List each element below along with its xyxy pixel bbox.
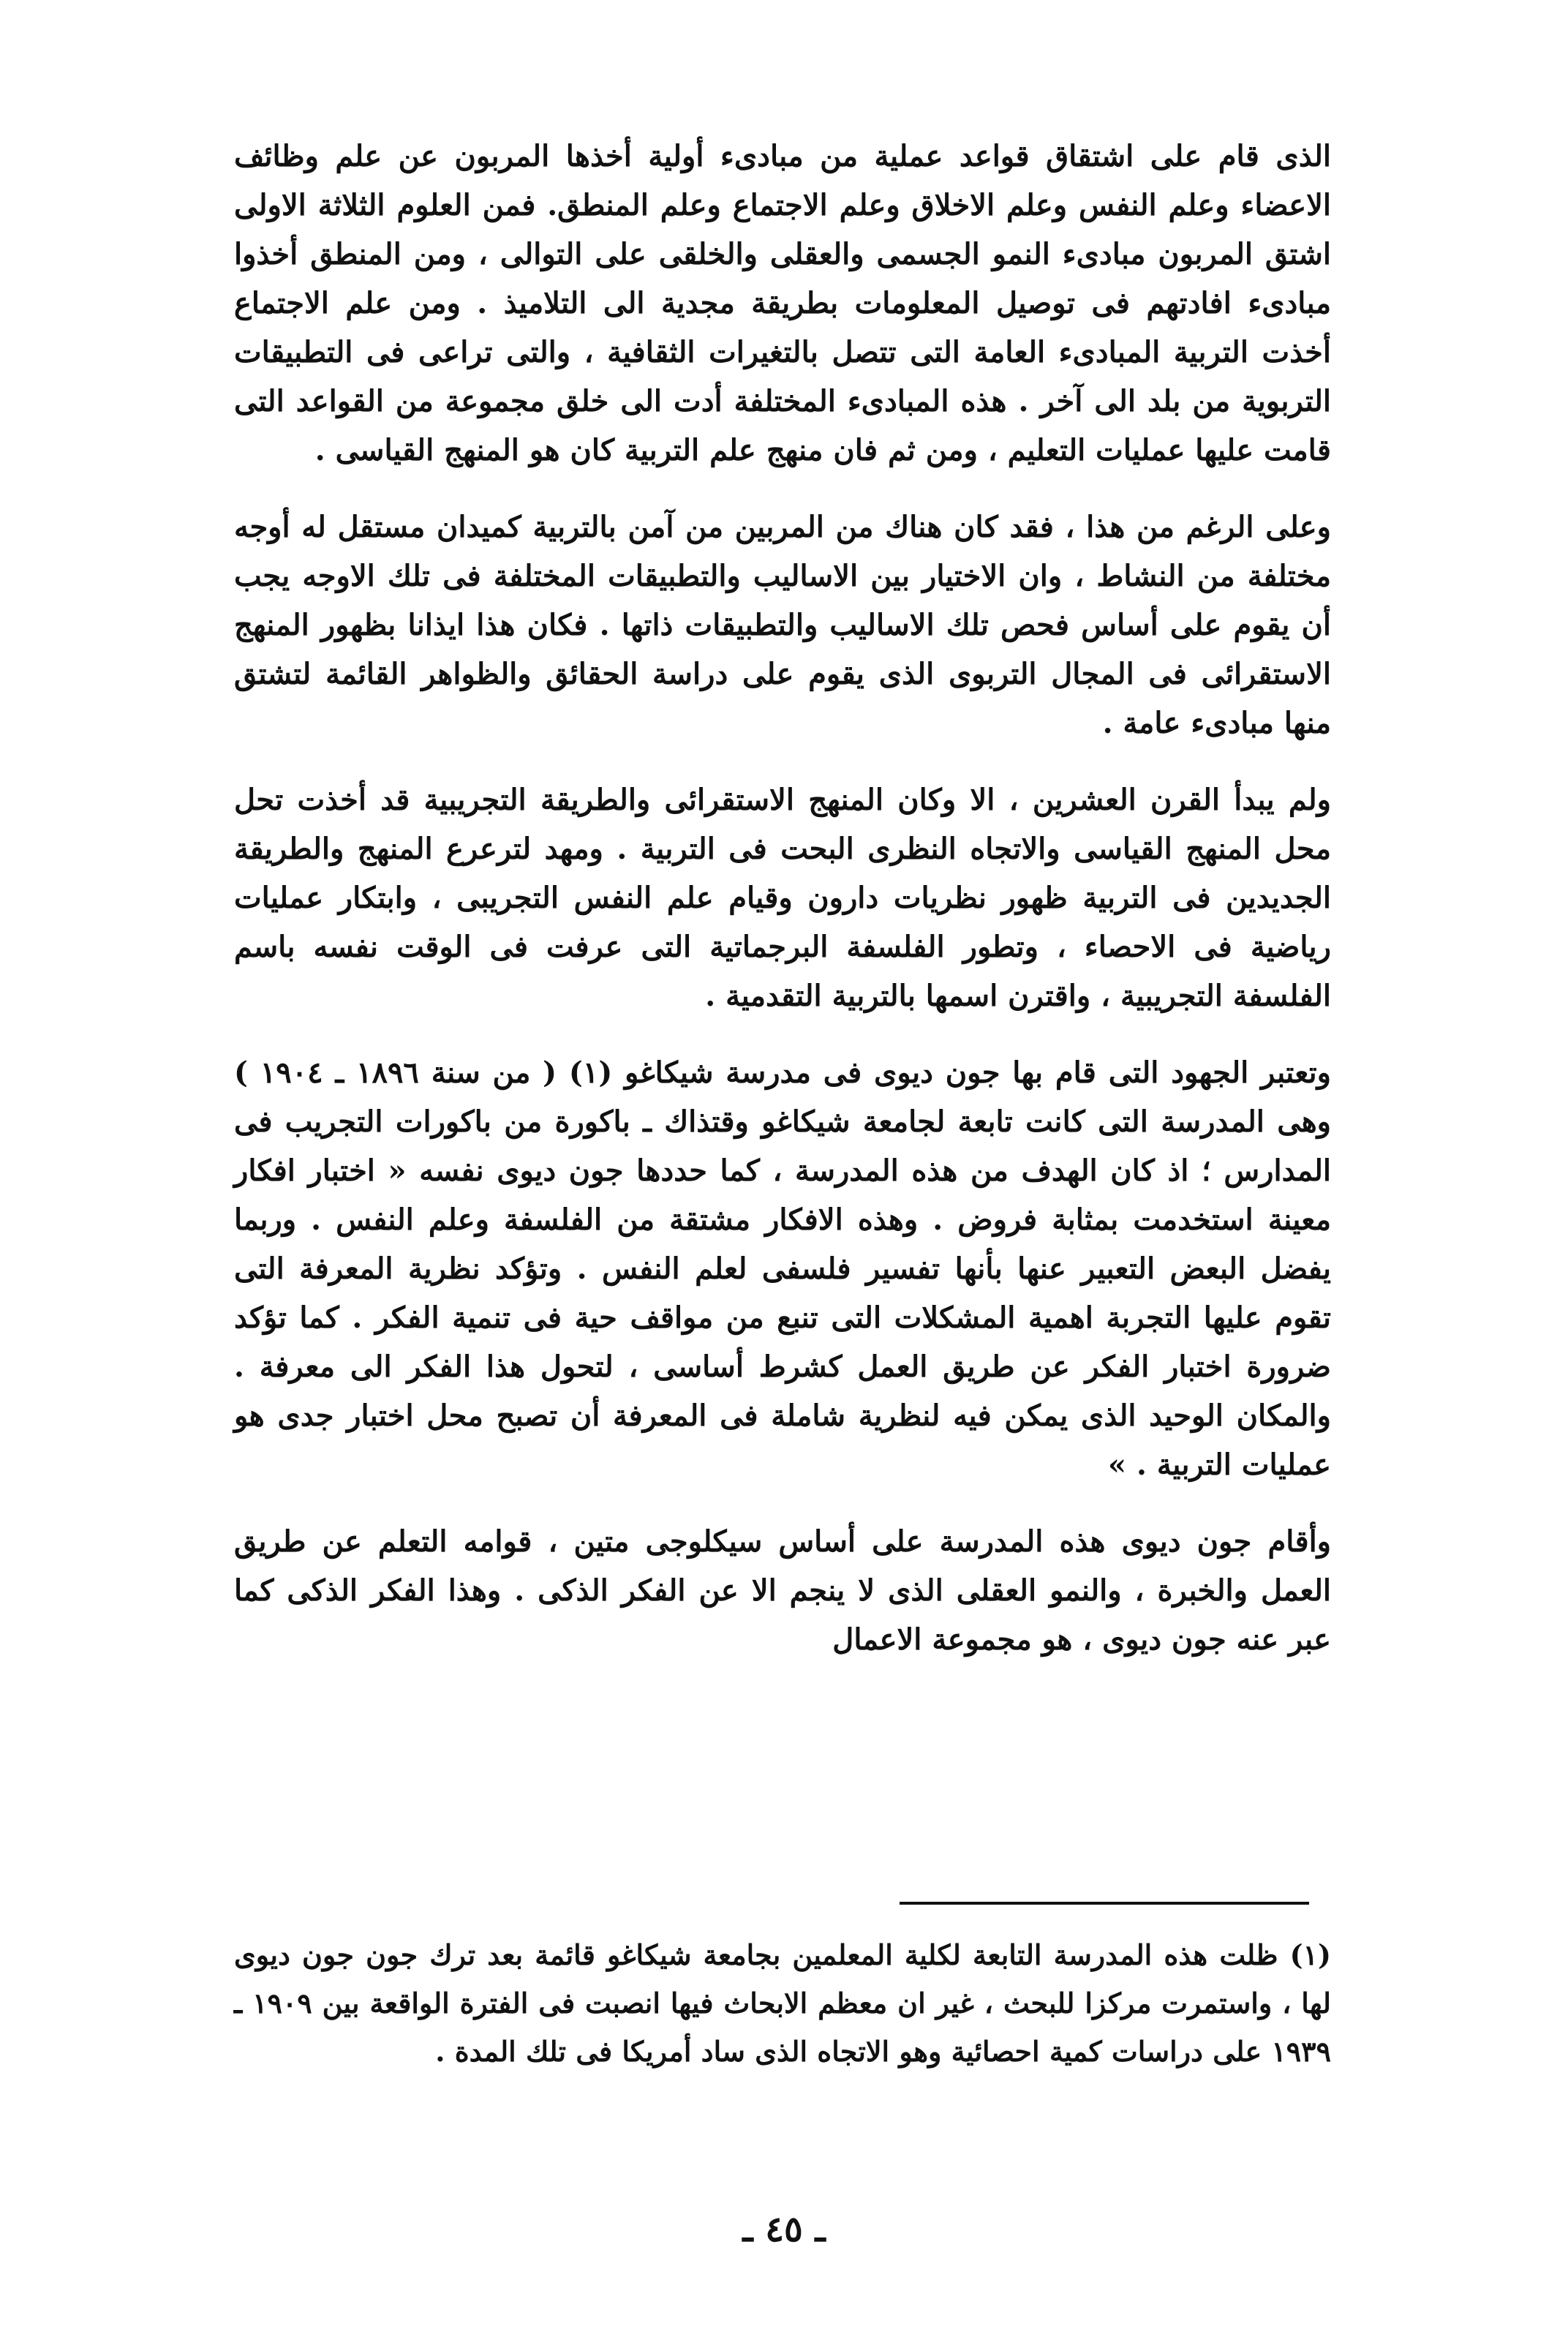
paragraph-3: ولم يبدأ القرن العشرين ، الا وكان المنهج الاستقرائى والطريقة التجريبية قد أخذت تحل محل المنهج القياسى والاتجاه النظرى البحت فى التربية . ومهد لترعرع المنهج والطريقة الجديدين فى التربية ظهور نظريات دارون وقيام علم النفس التجريبى ، وابتكار عمليات رياضية فى الاحصاء ، وتطور الفلسفة البرجماتية التى عرفت فى الوقت نفسه باسم الفلسفة التجريبية ، واقترن اسمها بالتربية التقدمية .	[234, 783, 1331, 1013]
paragraph-5: وأقام جون ديوى هذه المدرسة على أساس سيكلوجى متين ، قوامه التعلم عن طريق العمل والخبرة ، والنمو العقلى الذى لا ينجم الا عن الفكر الذكى . وهذا الفكر الذكى كما عبر عنه جون ديوى ، هو مجموعة الاعمال	[234, 1524, 1331, 1657]
main-text	[234, 132, 1331, 1692]
paragraph-1: الذى قام على اشتقاق قواعد عملية من مبادىء أولية أخذها المربون عن علم وظائف الاعضاء وعلم النفس وعلم الاخلاق وعلم الاجتماع وعلم المنطق. فمن العلوم الثلاثة الاولى اشتق المربون مبادىء النمو الجسمى والعقلى والخلقى على التوالى ، ومن المنطق أخذوا مبادىء افادتهم فى توصيل المعلومات بطريقة مجدية الى التلاميذ . ومن علم الاجتماع أخذت التربية المبادىء العامة التى تتصل بالتغيرات الثقافية ، والتى تراعى فى التطبيقات التربوية من بلد الى آخر . هذه المبادىء المختلفة أدت الى خلق مجموعة من القواعد التى قامت عليها عمليات التعليم ، ومن ثم فان منهج علم التربية كان هو المنهج القياسى .	[234, 139, 1331, 467]
footnote-separator	[900, 1902, 1309, 1905]
paragraph-4: وتعتبر الجهود التى قام بها جون ديوى فى مدرسة شيكاغو (١) ( من سنة ١٨٩٦ ـ ١٩٠٤ ) وهى المدرسة التى كانت تابعة لجامعة شيكاغو وقتذاك ـ باكورة من باكورات التجريب فى المدارس ؛ اذ كان الهدف من هذه المدرسة ، كما حددها جون ديوى نفسه « اختبار افكار معينة استخدمت بمثابة فروض . وهذه الافكار مشتقة من الفلسفة وعلم النفس . وربما يفضل البعض التعبير عنها بأنها تفسير فلسفى لعلم النفس . وتؤكد نظرية المعرفة التى تقوم عليها التجربة اهمية المشكلات التى تنبع من مواقف حية فى تنمية الفكر . كما تؤكد ضرورة اختبار الفكر عن طريق العمل كشرط أساسى ، لتحول هذا الفكر الى معرفة . والمكان الوحيد الذى يمكن فيه لنظرية شاملة فى المعرفة أن تصبح محل اختبار جدى هو عمليات التربية . »	[234, 1055, 1332, 1482]
footnote: (١) ظلت هذه المدرسة التابعة لكلية المعلمين بجامعة شيكاغو قائمة بعد ترك جون جون ديوى لها ، واستمرت مركزا للبحث ، غير ان معظم الابحاث فيها انصبت فى الفترة الواقعة بين ١٩٠٩ ـ ١٩٣٩ على دراسات كمية احصائية وهو الاتجاه الذى ساد أمريكا فى تلك المدة .	[234, 1938, 1331, 2068]
page-number: ـ ٤٥ ـ	[742, 2209, 826, 2250]
paragraph-2: وعلى الرغم من هذا ، فقد كان هناك من المربين من آمن بالتربية كميدان مستقل له أوجه مختلفة من النشاط ، وان الاختيار بين الاساليب والتطبيقات المختلفة فى تلك الاوجه يجب أن يقوم على أساس فحص تلك الاساليب والتطبيقات ذاتها . فكان هذا ايذانا بظهور المنهج الاستقرائى فى المجال التربوى الذى يقوم على دراسة الحقائق والظواهر القائمة لتشتق منها مبادىء عامة .	[234, 510, 1331, 740]
